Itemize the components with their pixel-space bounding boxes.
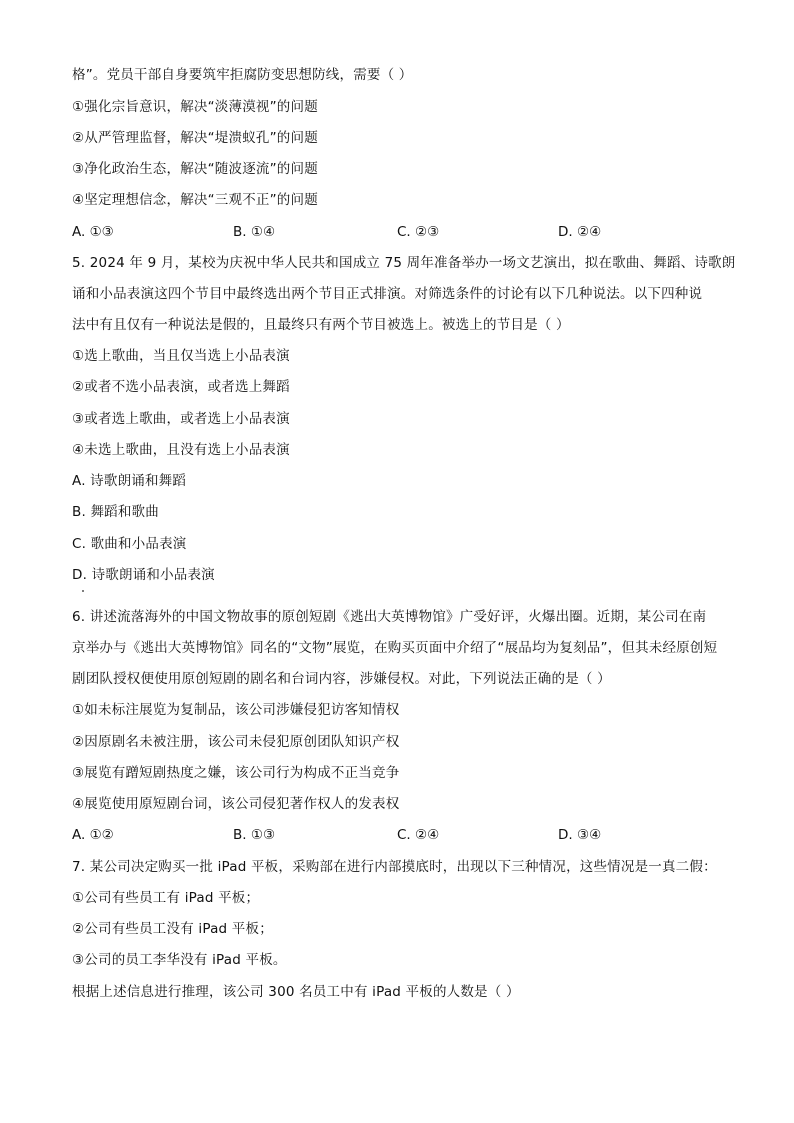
q5-item-2: ②或者不选小品表演，或者选上舞蹈 [72, 379, 290, 395]
q4-option-d: D. ②④ [558, 224, 602, 240]
q6-stem-line-1: 6. 讲述流落海外的中国文物故事的原创短剧《逃出大英博物馆》广受好评，火爆出圈。近期，某公司在南 [72, 609, 707, 625]
q5-choice-a: A. 诗歌朗诵和舞蹈 [72, 473, 187, 489]
q4-item-3: ③净化政治生态，解决“随波逐流”的问题 [72, 161, 318, 177]
q6-options [72, 825, 722, 845]
q5-choice-b: B. 舞蹈和歌曲 [72, 504, 159, 520]
q6-stem-line-2: 京举办与《逃出大英博物馆》同名的“文物”展览，在购买页面中介绍了“展品均为复刻品”，但其未经原创短 [72, 640, 718, 656]
q7-question: 根据上述信息进行推理，该公司 300 名员工中有 iPad 平板的人数是（ ） [72, 984, 520, 1000]
q7-item-1: ①公司有些员工有 iPad 平板； [72, 890, 260, 906]
q4-option-c: C. ②③ [397, 224, 440, 240]
q5-choice-d: D. 诗歌朗诵和小品表演 [72, 567, 215, 583]
q6-stem-line-3: 剧团队授权便使用原创短剧的剧名和台词内容，涉嫌侵权。对此，下列说法正确的是（ ） [72, 671, 611, 687]
q4-options [72, 222, 722, 242]
q4-option-a: A. ①③ [72, 224, 114, 240]
q7-item-2: ②公司有些员工没有 iPad 平板； [72, 921, 273, 937]
q7-item-3: ③公司的员工李华没有 iPad 平板。 [72, 952, 287, 968]
q5-stem-line-3: 法中有且仅有一种说法是假的，且最终只有两个节目被选上。被选上的节目是（ ） [72, 317, 570, 333]
q6-item-3: ③展览有蹭短剧热度之嫌，该公司行为构成不正当竞争 [72, 765, 400, 781]
q4-item-2: ②从严管理监督，解决“堤溃蚁孔”的问题 [72, 130, 318, 146]
q6-option-b: B. ①③ [233, 827, 276, 843]
q6-option-c: C. ②④ [397, 827, 440, 843]
q5-stem-line-1: 5. 2024 年 9 月，某校为庆祝中华人民共和国成立 75 周年准备举办一场文艺演出，拟在歌曲、舞蹈、诗歌朗 [72, 255, 736, 271]
q5-stem-line-2: 诵和小品表演这四个节目中最终选出两个节目正式排演。对筛选条件的讨论有以下几种说法。以下四种说 [72, 286, 703, 302]
q6-item-1: ①如未标注展览为复制品，该公司涉嫌侵犯访客知情权 [72, 702, 400, 718]
q5-item-1: ①选上歌曲，当且仅当选上小品表演 [72, 348, 290, 364]
q4-item-4: ④坚定理想信念，解决“三观不正”的问题 [72, 192, 318, 208]
q6-option-a: A. ①② [72, 827, 114, 843]
q4-item-1: ①强化宗旨意识，解决“淡薄漠视”的问题 [72, 99, 318, 115]
q5-choice-c: C. 歌曲和小品表演 [72, 536, 187, 552]
q6-item-4: ④展览使用原短剧台词，该公司侵犯著作权人的发表权 [72, 796, 400, 812]
q7-stem: 7. 某公司决定购买一批 iPad 平板，采购部在进行内部摸底时，出现以下三种情况，这些情况是一真二假： [72, 859, 717, 875]
stray-dot-mark [82, 590, 84, 592]
q6-option-d: D. ③④ [558, 827, 602, 843]
q4-option-b: B. ①④ [233, 224, 276, 240]
q4-stem-line: 格”。党员干部自身要筑牢拒腐防变思想防线，需要（ ） [72, 67, 413, 83]
q6-item-2: ②因原剧名未被注册，该公司未侵犯原创团队知识产权 [72, 734, 400, 750]
q5-item-4: ④未选上歌曲，且没有选上小品表演 [72, 442, 290, 458]
q5-item-3: ③或者选上歌曲，或者选上小品表演 [72, 411, 290, 427]
